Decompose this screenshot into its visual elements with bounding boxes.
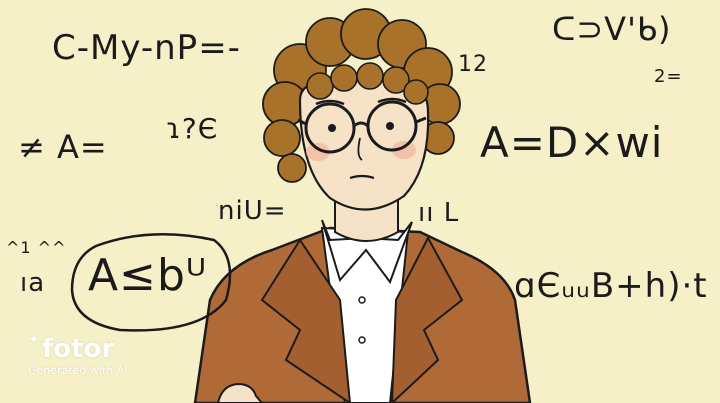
formula-mid-left: ɿ?Є (166, 112, 219, 145)
eye-left (328, 124, 336, 132)
sparkle-icon: ✦ (28, 332, 40, 348)
formula-sum: ɑЄᵤᵤB+h)·t (514, 266, 708, 306)
formula-area: A=D×wi (480, 118, 664, 167)
shirt-button (359, 297, 365, 303)
formula-small-marks: ^1 ^^ (6, 238, 67, 257)
formula-niu: niU= (218, 196, 287, 226)
eye-right (386, 122, 394, 130)
formula-top-right: ᑕ⊃V'ᑲ) (552, 10, 672, 48)
formula-circled: A≤bᵁ (88, 250, 208, 301)
shirt-button (359, 337, 365, 343)
formula-twelve: 12 (458, 52, 488, 77)
formula-ia: ıa (20, 268, 46, 298)
watermark-brand: fotor (42, 334, 115, 364)
watermark-tagline: Generated with AI (28, 364, 128, 377)
formula-a-eq: ≠ A= (18, 128, 108, 166)
formula-right-of-collar: ıı ꓡ (418, 198, 460, 228)
formula-two-eq: 2= (654, 66, 683, 87)
formula-top-left: C-My-nP=- (52, 28, 241, 68)
